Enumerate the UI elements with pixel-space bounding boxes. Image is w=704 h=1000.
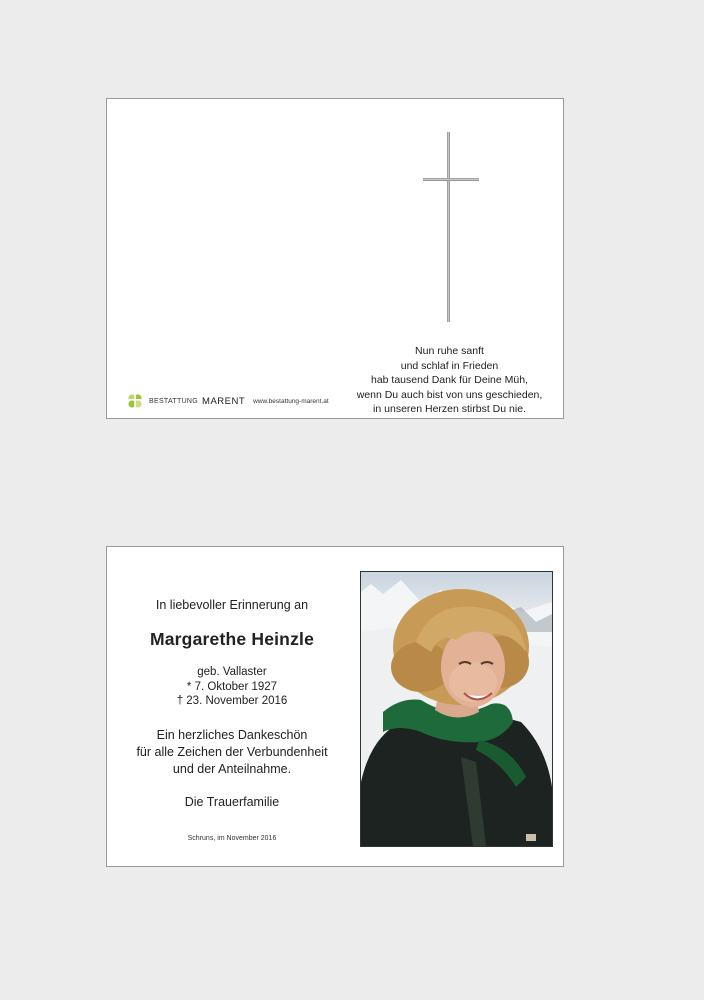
brand-name: BESTATTUNG [149, 397, 199, 405]
portrait-photo [360, 571, 553, 847]
poem [347, 344, 552, 417]
birth-date: * 7. Oktober 1927 [186, 680, 278, 693]
poem-line: und schlaf in Frieden [400, 359, 499, 372]
poem-line: Nun ruhe sanft [415, 345, 484, 357]
thanks-line: für alle Zeichen der Verbundenheit [136, 745, 328, 759]
poem-line: in unseren Herzen stirbst Du nie. [373, 403, 526, 415]
deceased-name: Margarethe Heinzle [149, 629, 315, 649]
place-date: Schruns, im November 2016 [187, 835, 277, 842]
memorial-card-front [106, 98, 564, 419]
thanks-line: und der Anteilnahme. [172, 762, 292, 776]
thanks-text [117, 727, 347, 778]
thanks-line: Ein herzliches Dankeschön [156, 728, 308, 742]
life-dates [117, 665, 347, 709]
death-date: † 23. November 2016 [176, 695, 288, 707]
funeral-home-brand [127, 393, 329, 409]
poem-line: hab tausend Dank für Deine Müh, [370, 374, 528, 386]
family-signature: Die Trauerfamilie [184, 795, 280, 809]
intro-text: In liebevoller Erinnerung an [155, 598, 309, 612]
poem-line: wenn Du auch bist von uns geschieden, [356, 388, 543, 401]
funeral-home-logo-icon [127, 393, 143, 409]
maiden-name: geb. Vallaster [197, 666, 267, 678]
brand-url: www.bestattung-marent.at [253, 397, 329, 405]
memorial-card-back [106, 546, 564, 867]
brand-name-marent: MARENT [202, 395, 246, 407]
cross-icon [423, 132, 481, 324]
